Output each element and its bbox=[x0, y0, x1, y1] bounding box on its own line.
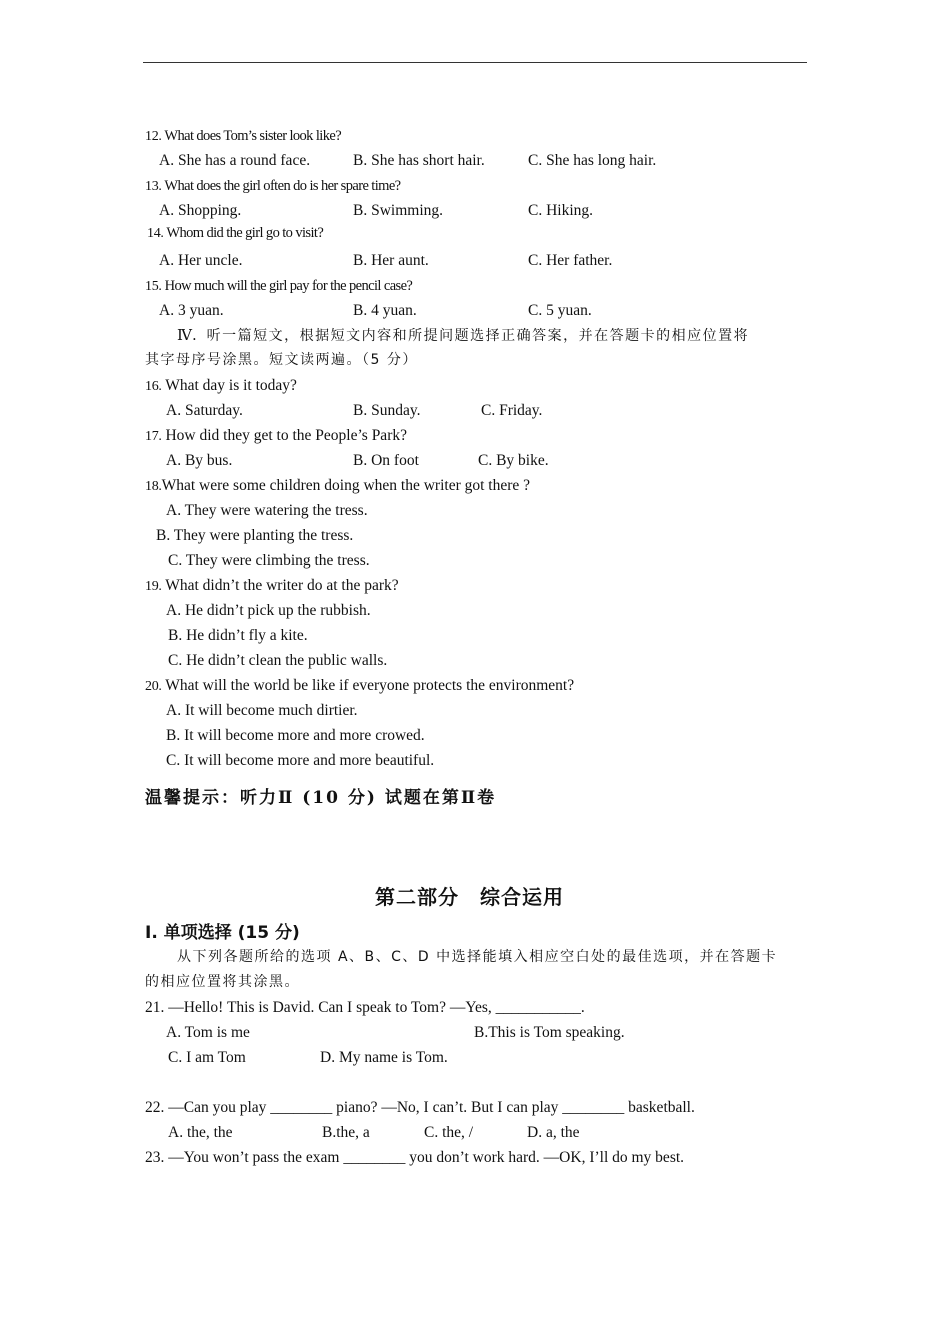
question-18 bbox=[145, 476, 530, 497]
header-rule bbox=[143, 62, 807, 63]
option-b: B.the, a bbox=[322, 1124, 370, 1141]
option-a: A. He didn’t pick up the rubbish. bbox=[166, 602, 371, 619]
option-c: C. the, / bbox=[424, 1124, 474, 1141]
question-number: 20. bbox=[145, 679, 162, 694]
question-number: 18. bbox=[145, 479, 162, 494]
section-1-title: I. 单项选择 (15 分) bbox=[145, 923, 300, 943]
option-a: A. Her uncle. bbox=[159, 252, 243, 269]
option-a: A. They were watering the tress. bbox=[166, 502, 368, 519]
option-d: D. My name is Tom. bbox=[320, 1049, 448, 1066]
question-text: How did they get to the People’s Park? bbox=[165, 427, 407, 444]
question-16 bbox=[145, 376, 297, 397]
option-c: C. Friday. bbox=[481, 402, 543, 419]
option-b: B.This is Tom speaking. bbox=[474, 1024, 625, 1041]
question-text: What does the girl often do is her spare time? bbox=[164, 178, 401, 194]
option-b: B. He didn’t fly a kite. bbox=[168, 627, 308, 644]
option-c: C. She has long hair. bbox=[528, 152, 657, 169]
option-c: C. By bike. bbox=[478, 452, 549, 469]
question-number: 14. bbox=[147, 226, 164, 241]
section-4-instruction bbox=[177, 325, 749, 346]
option-a: A. 3 yuan. bbox=[159, 302, 224, 319]
option-b: B. Sunday. bbox=[353, 402, 421, 419]
part-2-title: 第二部分 综合运用 bbox=[375, 885, 564, 909]
question-20 bbox=[145, 676, 574, 697]
question-15 bbox=[145, 276, 412, 297]
option-c: C. Hiking. bbox=[528, 202, 594, 219]
question-22: 22. —Can you play ________ piano? —No, I can’t. But I can play ________ basketball. bbox=[145, 1099, 695, 1116]
question-12 bbox=[145, 126, 341, 147]
option-a: A. Tom is me bbox=[166, 1024, 250, 1041]
option-b: B. They were planting the tress. bbox=[156, 527, 354, 544]
option-a: A. Shopping. bbox=[159, 202, 242, 219]
option-a: A. She has a round face. bbox=[159, 152, 311, 169]
option-c: C. Her father. bbox=[528, 252, 613, 269]
question-text: What day is it today? bbox=[165, 377, 297, 394]
option-c: C. He didn’t clean the public walls. bbox=[168, 652, 388, 669]
option-b: B. On foot bbox=[353, 452, 419, 469]
option-c: C. They were climbing the tress. bbox=[168, 552, 370, 569]
option-a: A. Saturday. bbox=[166, 402, 243, 419]
option-b: B. 4 yuan. bbox=[353, 302, 417, 319]
question-14 bbox=[147, 223, 323, 244]
question-21: 21. —Hello! This is David. Can I speak to Tom? —Yes, ___________. bbox=[145, 999, 585, 1016]
option-c: C. 5 yuan. bbox=[528, 302, 592, 319]
question-number: 16. bbox=[145, 379, 162, 394]
question-17 bbox=[145, 426, 407, 447]
option-c: C. I am Tom bbox=[168, 1049, 246, 1066]
instruction-line-1: 听一篇短文，根据短文内容和所提问题选择正确答案，并在答题卡的相应位置将 bbox=[206, 328, 750, 344]
question-number: 15. bbox=[145, 279, 162, 294]
option-d: D. a, the bbox=[527, 1124, 580, 1141]
section-1-instruction-line-2: 的相应位置将其涂黑。 bbox=[145, 974, 300, 990]
question-number: 17. bbox=[145, 429, 162, 444]
question-text: What were some children doing when the writer got there ? bbox=[161, 477, 531, 494]
question-text: What didn’t the writer do at the park? bbox=[165, 577, 399, 594]
option-b: B. She has short hair. bbox=[353, 152, 485, 169]
question-13 bbox=[145, 176, 401, 197]
section-4-numeral: Ⅳ. bbox=[177, 326, 197, 344]
option-c: C. It will become more and more beautiful. bbox=[166, 752, 435, 769]
question-text: What will the world be like if everyone protects the environment? bbox=[165, 677, 575, 694]
option-b: B. It will become more and more crowed. bbox=[166, 727, 425, 744]
question-text: Whom did the girl go to visit? bbox=[166, 225, 324, 241]
question-number: 12. bbox=[145, 129, 162, 144]
question-19 bbox=[145, 576, 399, 597]
listening-tip: 温馨提示：听力Ⅱ (10 分) 试题在第Ⅱ卷 bbox=[145, 788, 497, 808]
option-a: A. By bus. bbox=[166, 452, 233, 469]
section-1-instruction-line-1: 从下列各题所给的选项 A、B、C、D 中选择能填入相应空白处的最佳选项，并在答题卡 bbox=[177, 949, 778, 965]
question-number: 19. bbox=[145, 579, 162, 594]
question-text: What does Tom’s sister look like? bbox=[164, 128, 342, 144]
option-b: B. Her aunt. bbox=[353, 252, 429, 269]
question-number: 13. bbox=[145, 179, 162, 194]
option-a: A. the, the bbox=[168, 1124, 233, 1141]
question-23: 23. —You won’t pass the exam ________ you don’t work hard. —OK, I’ll do my best. bbox=[145, 1149, 685, 1166]
option-b: B. Swimming. bbox=[353, 202, 444, 219]
instruction-line-2: 其字母序号涂黑。短文读两遍。（5 分） bbox=[145, 352, 418, 368]
option-a: A. It will become much dirtier. bbox=[166, 702, 358, 719]
question-text: How much will the girl pay for the pencil case? bbox=[164, 278, 413, 294]
